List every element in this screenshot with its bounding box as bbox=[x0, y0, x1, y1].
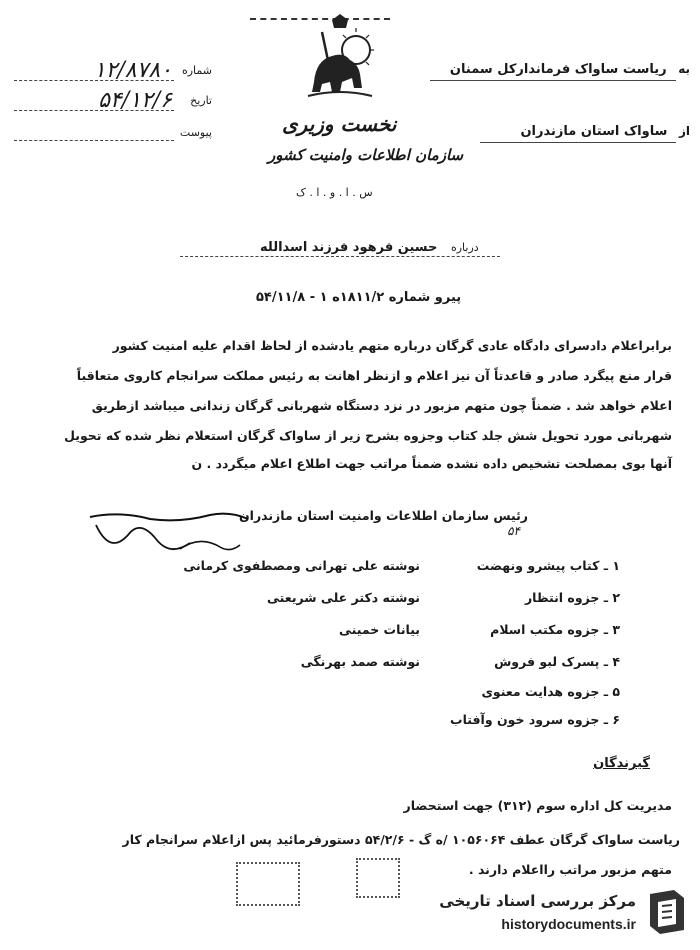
ministry-title: نخست وزیری bbox=[282, 112, 397, 136]
list-item: ۶ ـ جزوه سرود خون وآفتاب bbox=[450, 712, 620, 727]
list-item-title: جزوه مکتب اسلام bbox=[490, 622, 600, 637]
list-item-number: ۶ bbox=[612, 712, 620, 727]
attachment-row bbox=[10, 122, 220, 144]
list-item-title: کتاب پیشرو ونهضت bbox=[476, 558, 600, 573]
list-item-number: ۳ bbox=[612, 622, 620, 637]
list-item-author: نوشته دکتر علی شریعتی bbox=[267, 590, 420, 605]
list-item-title: پسرک لبو فروش bbox=[494, 654, 600, 669]
attachment-label: پیوست bbox=[179, 126, 212, 139]
list-item-title: جزوه انتظار bbox=[524, 590, 600, 605]
list-item-author: بیانات خمینی bbox=[338, 622, 420, 637]
subject-label: درباره bbox=[450, 241, 479, 254]
reference-line: پیرو شماره ۱۸۱۱/۲ه ۱ - ۵۴/۱۱/۸ bbox=[256, 290, 462, 305]
handwritten-signature bbox=[80, 505, 260, 565]
list-item-number: ۵ bbox=[612, 684, 620, 699]
redaction-mark bbox=[236, 862, 300, 906]
ref-number-value: ۱۲/۸۷۸۰ bbox=[93, 58, 172, 83]
to-row bbox=[450, 58, 690, 77]
watermark-site: historydocuments.ir bbox=[501, 916, 636, 932]
signature-title: رئیس سازمان اطلاعات وامنیت استان مازندران bbox=[238, 508, 528, 523]
organization-code: س . ا . و . ا . ک bbox=[296, 186, 373, 199]
list-item-title: جزوه هدایت معنوی bbox=[481, 684, 600, 699]
recipient-line-3: متهم مزبور مراتب رااعلام دارند . bbox=[468, 862, 672, 877]
body-line-5: آنها بوی بمصلحت تشخیص داده نشده ضمناً مراتب جهت اطلاع اعلام میگردد . ن bbox=[191, 456, 672, 471]
recipients-heading: گیرندگان bbox=[593, 756, 650, 771]
archive-watermark bbox=[390, 884, 690, 944]
from-label: از bbox=[678, 124, 690, 138]
subject-row bbox=[260, 236, 479, 255]
body-line-4: شهربانی مورد تحویل شش جلد کتاب وجزوه بشرح زیر از ساواک گرگان استعلام نظر شده که تحویل bbox=[64, 428, 672, 443]
list-item-number: ۱ bbox=[612, 558, 620, 573]
list-item: ۲ ـ جزوه انتظار bbox=[524, 590, 620, 605]
watermark-name: مرکز بررسی اسناد تاریخی bbox=[439, 892, 636, 910]
list-item-number: ۴ bbox=[612, 654, 620, 669]
body-line-3: اعلام خواهد شد . ضمناً چون متهم مزبور در نزد دستگاه شهربانی گرگان زندانی میباشد ازطریق bbox=[91, 398, 672, 413]
list-item-author: نوشته صمد بهرنگی bbox=[300, 654, 420, 669]
list-item: ۴ ـ پسرک لبو فروش bbox=[494, 654, 620, 669]
list-item: ۵ ـ جزوه هدایت معنوی bbox=[481, 684, 620, 699]
date-row bbox=[10, 90, 220, 114]
lion-and-sun-emblem-icon bbox=[300, 12, 380, 102]
archive-logo-icon bbox=[644, 888, 690, 936]
date-value: ۵۴/۱۲/۶ bbox=[98, 88, 172, 113]
to-value: ریاست ساواک فرماندارکل سمنان bbox=[449, 62, 667, 77]
recipient-line-1: مدیریت کل اداره سوم (۳۱۲) جهت استحضار bbox=[403, 798, 672, 813]
date-label: تاریخ bbox=[190, 94, 212, 107]
from-row bbox=[520, 120, 690, 139]
list-item: ۳ ـ جزوه مکتب اسلام bbox=[490, 622, 620, 637]
signature-initials: ۵۴ bbox=[507, 524, 520, 538]
list-item-author: نوشته علی تهرانی ومصطفوی کرمانی bbox=[183, 558, 420, 573]
organization-title: سازمان اطلاعات وامنیت کشور bbox=[268, 146, 464, 164]
from-value: ساواک استان مازندران bbox=[520, 124, 668, 139]
list-item-title: جزوه سرود خون وآفتاب bbox=[450, 712, 600, 727]
list-item: ۱ ـ کتاب پیشرو ونهضت bbox=[476, 558, 620, 573]
to-label: به bbox=[678, 62, 690, 76]
body-line-1: برابراعلام دادسرای دادگاه عادی گرگان درباره متهم یادشده از لحاظ اقدام علیه امنیت کشور bbox=[112, 338, 672, 353]
ref-number-row bbox=[10, 60, 220, 84]
list-item-number: ۲ bbox=[612, 590, 620, 605]
subject-value: حسین فرهود فرزند اسدالله bbox=[260, 240, 438, 255]
ref-number-label: شماره bbox=[181, 64, 212, 77]
body-line-2: قرار منع پیگرد صادر و قاعدتاً آن نیز اعلام و ازنظر اهانت به رئیس مملکت سرانجام کاروی متعاقباً bbox=[76, 368, 672, 383]
recipient-line-2: ریاست ساواک گرگان عطف ۱۰۵۶۰۶۴ /ه گ - ۵۴/۲/۶ دستورفرمائید پس ازاعلام سرانجام کار bbox=[122, 832, 680, 847]
